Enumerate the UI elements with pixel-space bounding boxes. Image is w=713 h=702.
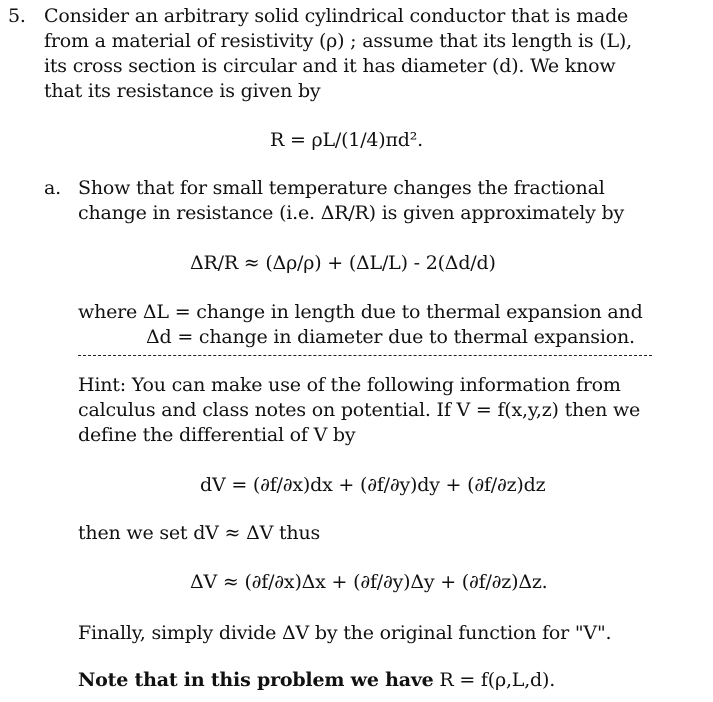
finally-line: Finally, simply divide ΔV by the original function for "V". xyxy=(78,622,612,644)
intro-line-1: Consider an arbitrary solid cylindrical conductor that is made xyxy=(44,5,629,27)
note-bold-text: Note that in this problem we have xyxy=(78,669,434,691)
problem-number: 5. xyxy=(8,5,26,27)
part-a-label: a. xyxy=(44,177,61,199)
note-formula: R = f(ρ,L,d). xyxy=(439,669,556,691)
intro-line-2: from a material of resistivity (ρ) ; assume that its length is (L), xyxy=(44,30,632,52)
dashed-divider xyxy=(78,355,652,356)
intro-line-4: that its resistance is given by xyxy=(44,80,321,102)
part-a-line-1: Show that for small temperature changes the fractional xyxy=(78,177,605,199)
then-line: then we set dV ≈ ΔV thus xyxy=(78,522,321,544)
hint-line-2: calculus and class notes on potential. If V = f(x,y,z) then we xyxy=(78,399,641,421)
where-line-2: Δd = change in diameter due to thermal expansion. xyxy=(146,326,635,348)
resistance-formula: R = ρL/(1/4)πd². xyxy=(270,129,424,151)
note-line xyxy=(78,668,555,692)
differential-equation: dV = (∂f/∂x)dx + (∂f/∂y)dy + (∂f/∂z)dz xyxy=(200,474,546,496)
hint-line-3: define the differential of V by xyxy=(78,424,356,446)
hint-line-1: Hint: You can make use of the following information from xyxy=(78,374,621,396)
intro-line-3: its cross section is circular and it has diameter (d). We know xyxy=(44,55,616,77)
delta-v-equation: ΔV ≈ (∂f/∂x)Δx + (∂f/∂y)Δy + (∂f/∂z)Δz. xyxy=(190,571,548,593)
part-a-line-2: change in resistance (i.e. ΔR/R) is given approximately by xyxy=(78,202,625,224)
where-line-1: where ΔL = change in length due to thermal expansion and xyxy=(78,301,643,323)
fractional-change-equation: ΔR/R ≈ (Δρ/ρ) + (ΔL/L) - 2(Δd/d) xyxy=(190,252,496,274)
